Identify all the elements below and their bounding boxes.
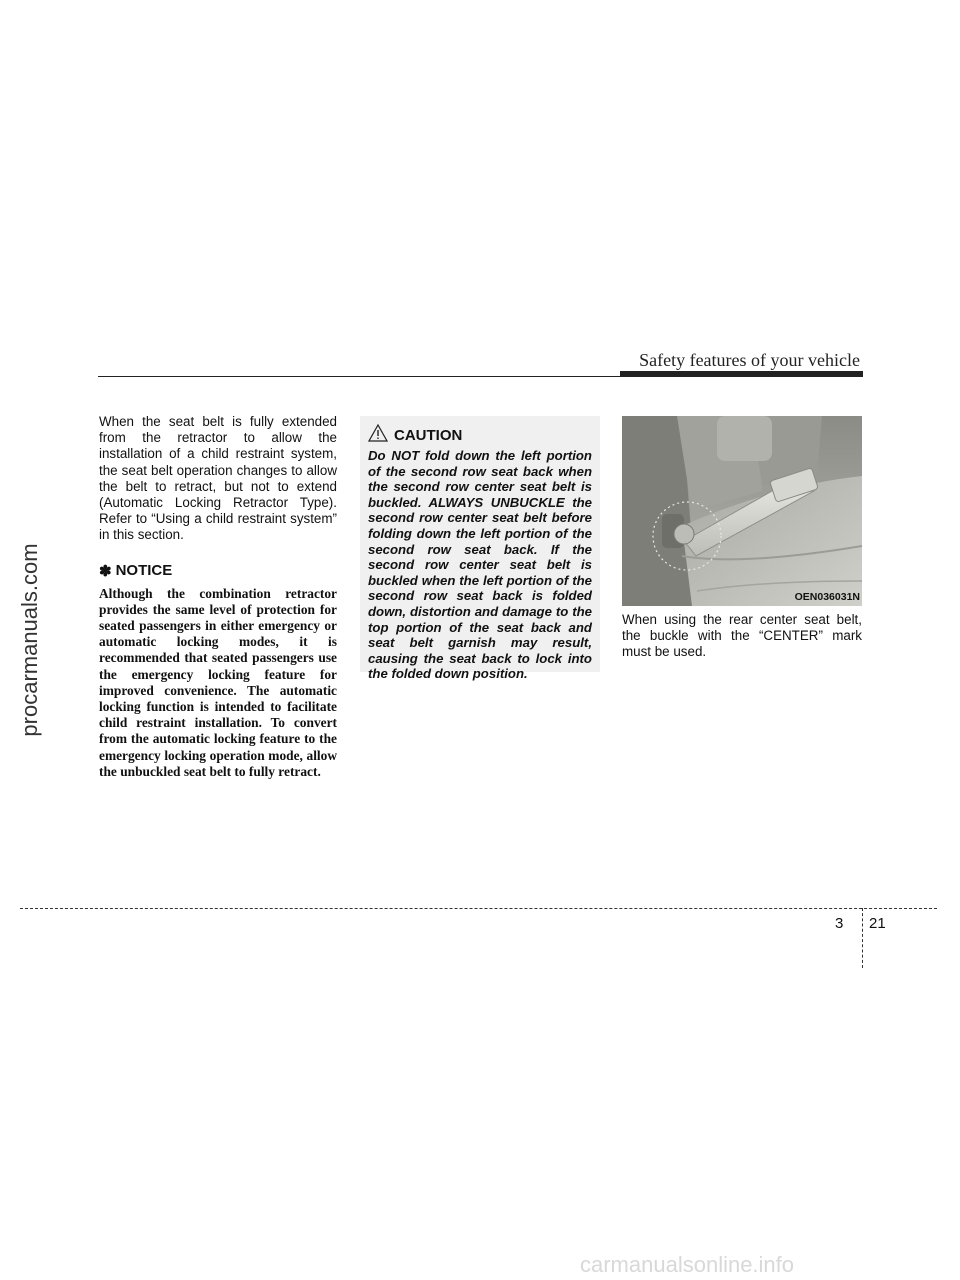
figure-code: OEN036031N — [794, 591, 860, 603]
footer-divider — [862, 908, 863, 968]
seat-belt-figure — [622, 416, 862, 606]
notice-heading — [99, 562, 337, 580]
intro-paragraph: When the seat belt is fully extended from the retractor to allow the installation of a child restraint system, the seat belt operation changes to allow the belt to retract, but not to extend (Automatic Locking Retractor Type). Refer to “Using a child restraint system” in this section. — [99, 414, 337, 543]
notice-heading-label: NOTICE — [115, 562, 173, 580]
seat-belt-buckle-illustration — [622, 416, 862, 606]
section-title: Safety features of your vehicle — [639, 350, 860, 370]
notice-text: Although the combination retractor provides the same level of protection for seated passengers in either emergency or automatic locking modes, it is recommended that seated passengers use the emergency locking feature for improved convenience. The automatic locking function is intended to facilitate child restraint installation. To convert from the automatic locking feature to the emergency locking operation mode, allow the unbuckled seat belt to fully retract. — [99, 585, 337, 779]
center-belt-paragraph: When using the rear center seat belt, the buckle with the “CENTER” mark must be used. — [622, 612, 862, 660]
side-watermark: procarmanuals.com — [17, 543, 42, 737]
footer-rule — [20, 908, 937, 909]
left-column — [99, 414, 337, 780]
page-number: 21 — [869, 915, 886, 932]
bottom-watermark: carmanualsonline.info — [580, 1252, 795, 1277]
notice-star-icon: ✽ — [99, 562, 112, 580]
header-rule — [98, 376, 863, 377]
warning-triangle-icon — [368, 424, 388, 446]
caution-box — [360, 416, 600, 682]
chapter-number: 3 — [835, 915, 844, 932]
right-column — [622, 612, 862, 661]
caution-text: Do NOT fold down the left portion of the second row seat back when the second row center seat belt is buckled. ALWAYS UNBUCKLE the second row center seat belt before folding down the left portion of the second row seat back. If the second row center seat belt is buckled when the left portion of the second row seat back is folded down, distortion and damage to the top portion of the seat back and seat belt garnish may result, causing the seat back to lock into the folded down position. — [368, 448, 592, 682]
caution-heading — [368, 424, 592, 446]
caution-heading-label: CAUTION — [394, 426, 463, 444]
